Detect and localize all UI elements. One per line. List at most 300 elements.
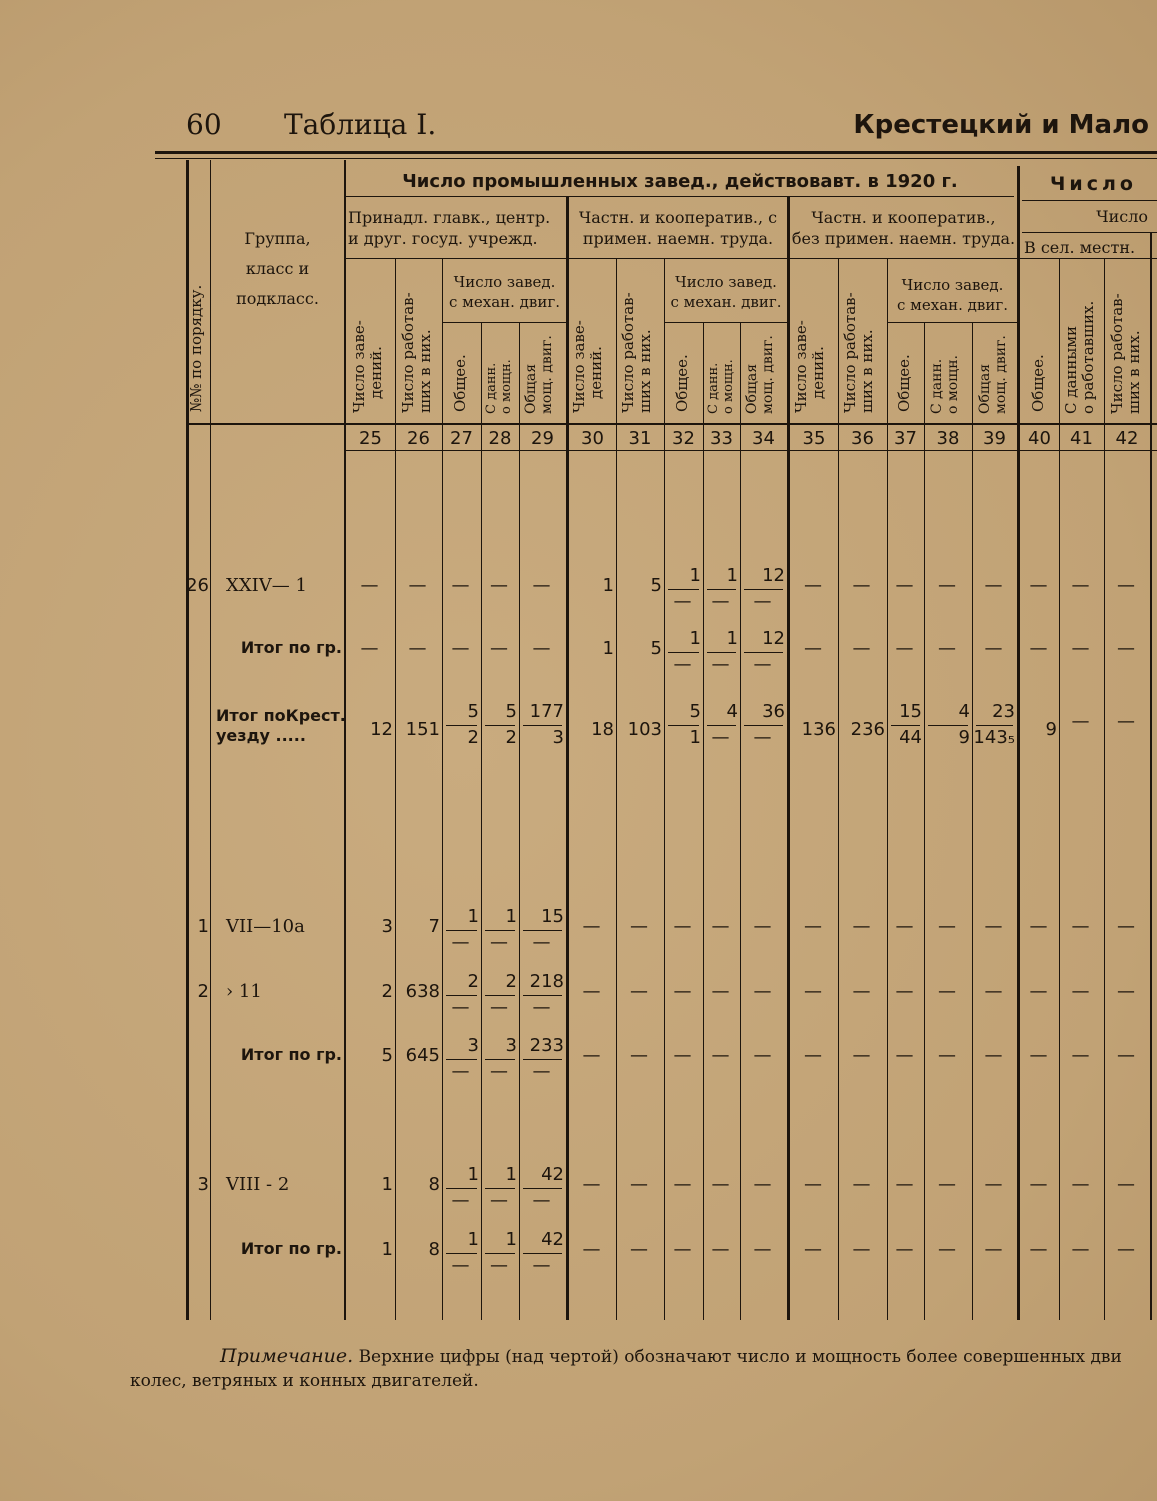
table-cell: 1 (602, 575, 614, 596)
table-cell: 1 (467, 1229, 479, 1250)
table-cell: — (753, 981, 772, 1002)
table-cell: — (984, 575, 1003, 596)
fraction-bar (891, 725, 920, 726)
rot-totpower-b (744, 335, 776, 414)
table-cell: — (938, 638, 956, 659)
table-cell: — (895, 575, 914, 596)
fraction-bar (928, 725, 968, 726)
table-cell: — (582, 1045, 601, 1066)
table-cell: 218 (529, 971, 564, 992)
column-number: 42 (1115, 428, 1139, 449)
group-c-line-1: Частн. и кооператив., (811, 208, 996, 227)
table-cell: — (490, 575, 508, 596)
table-cell: — (895, 1239, 914, 1260)
table-cell-lower: — (673, 654, 692, 675)
group-col-line-3: подкласс. (236, 289, 319, 308)
fraction-bar (446, 995, 477, 996)
table-cell: 645 (405, 1045, 440, 1066)
group-column-heading (211, 226, 344, 312)
column-number: 32 (672, 428, 695, 449)
table-cell-lower: — (490, 1190, 508, 1211)
rule (1104, 258, 1105, 1320)
table-cell-lower: 1 (689, 727, 701, 748)
table-cell: 5 (650, 575, 662, 596)
table-cell: — (451, 638, 470, 659)
row-label: Итог по гр. (240, 1045, 342, 1064)
rot-power-a (484, 359, 514, 414)
table-cell: 3 (381, 916, 393, 937)
rule (395, 258, 396, 1320)
note-label: Примечание. (220, 1345, 354, 1367)
table-cell: 18 (591, 719, 614, 740)
table-title: Таблица I. (284, 108, 437, 141)
fraction-bar (485, 1059, 515, 1060)
table-cell: — (753, 1239, 772, 1260)
column-number: 25 (359, 428, 382, 449)
fraction-bar (485, 725, 515, 726)
table-cell-lower: — (451, 997, 470, 1018)
table-cell: — (1117, 1045, 1135, 1066)
fraction-bar (523, 1059, 562, 1060)
mech-a-line-2: с механ. двиг. (449, 293, 560, 311)
rot-est-b-l2: дений. (587, 346, 605, 399)
table-cell: 1 (689, 565, 701, 586)
table-cell-lower: — (532, 1061, 551, 1082)
rot-total-a: Общее. (451, 354, 469, 412)
rule (838, 258, 839, 1320)
table-cell: 4 (726, 701, 738, 722)
table-cell-lower: — (490, 1061, 508, 1082)
top-rule-thin (155, 158, 1157, 159)
table-cell-lower: — (490, 1255, 508, 1276)
table-cell: — (753, 1174, 772, 1195)
banner-left: Число промышленных завед., действовавт. в 1920 г. (402, 171, 958, 192)
rot-workers-b-l1: Число работав- (619, 292, 637, 413)
table-cell: — (938, 981, 956, 1002)
rule (740, 322, 741, 1320)
table-cell-lower: — (451, 1061, 470, 1082)
table-cell: — (1117, 916, 1135, 937)
table-cell: — (984, 638, 1003, 659)
row-number: 26 (186, 575, 209, 596)
column-number: 38 (936, 428, 960, 449)
table-cell: — (1029, 575, 1048, 596)
table-cell: — (408, 638, 427, 659)
table-cell: 5 (381, 1045, 393, 1066)
table-cell: — (711, 1174, 730, 1195)
table-cell: 42 (541, 1164, 564, 1185)
table-cell-lower: — (711, 591, 730, 612)
table-cell: — (1029, 916, 1048, 937)
fraction-bar (446, 930, 477, 931)
table-cell: 1 (602, 638, 614, 659)
region-title: Крестецкий и Мало (853, 110, 1149, 140)
rot-power-c-l1: С данн. (929, 358, 945, 414)
table-cell: — (1029, 1239, 1048, 1260)
group-a-line-1: Принадл. главк., центр. (348, 208, 551, 227)
table-cell: 9 (1045, 719, 1057, 740)
rule (887, 322, 1017, 323)
table-cell: — (582, 916, 601, 937)
fraction-bar (523, 725, 562, 726)
rot-totpower-c-l1: Общая (977, 363, 993, 414)
fraction-bar (485, 995, 515, 996)
table-cell: 2 (505, 971, 517, 992)
column-number: 37 (894, 428, 917, 449)
table-cell: — (1029, 981, 1048, 1002)
rot-workers-a-l1: Число работав- (399, 292, 417, 413)
note-text-2: колес, ветряных и конных двигателей. (130, 1371, 479, 1391)
table-cell-lower: 143₅ (973, 727, 1015, 748)
table-cell: — (984, 1239, 1003, 1260)
rule (442, 258, 443, 1320)
table-cell: — (673, 1045, 692, 1066)
group-d-heading: Число (1096, 207, 1148, 226)
rot-workers-c-l1: Число работав- (841, 292, 859, 413)
table-cell: — (984, 981, 1003, 1002)
table-cell: — (1071, 981, 1090, 1002)
table-cell: — (1117, 1239, 1135, 1260)
rot-workers-c (842, 292, 876, 413)
rot-workers-b (620, 292, 654, 413)
table-cell: 1 (467, 906, 479, 927)
fraction-bar (668, 652, 699, 653)
table-cell: — (804, 1174, 822, 1195)
rule (1017, 166, 1020, 1320)
table-cell: — (984, 916, 1003, 937)
table-cell-lower: — (753, 654, 772, 675)
table-cell: 1 (505, 906, 517, 927)
fraction-bar (485, 1188, 515, 1189)
fraction-bar (523, 930, 562, 931)
table-cell-lower: — (711, 727, 730, 748)
table-cell: — (938, 1174, 956, 1195)
row-label: XXIV— 1 (226, 575, 307, 596)
column-number: 41 (1070, 428, 1093, 449)
rot-est-c-l2: дений. (809, 346, 827, 399)
rule (924, 322, 925, 1320)
rot-workers-a (400, 292, 434, 413)
table-cell: — (804, 1239, 822, 1260)
rot-workers-d-l2: ших в них. (1125, 330, 1143, 414)
table-cell: 151 (405, 719, 440, 740)
table-cell: — (673, 1174, 692, 1195)
top-rule (155, 151, 1157, 154)
mech-heading-b (665, 272, 787, 312)
table-cell: 4 (958, 701, 970, 722)
table-cell: — (804, 638, 822, 659)
table-cell-lower: — (532, 1255, 551, 1276)
table-cell: 1 (726, 565, 738, 586)
table-cell: — (938, 1045, 956, 1066)
note-text: Верхние цифры (над чертой) обозначают число и мощность более совершенных дви (358, 1347, 1122, 1367)
rot-est-b-l1: Число заве- (570, 320, 588, 413)
row-label: Итог по гр. (240, 638, 342, 657)
row-label-line-2: уезду ..... (216, 726, 306, 745)
banner-right: Число (1050, 173, 1137, 195)
rule (1059, 258, 1060, 1320)
table-cell: — (1117, 981, 1135, 1002)
table-cell: 1 (726, 628, 738, 649)
table-cell: 136 (801, 719, 836, 740)
column-number: 31 (628, 428, 652, 449)
rot-totpower-a-l2: мощ. двиг. (539, 335, 555, 414)
table-cell: — (804, 575, 822, 596)
group-b-heading (569, 207, 787, 249)
table-cell: — (1071, 638, 1090, 659)
column-number: 36 (851, 428, 874, 449)
table-cell: — (804, 981, 822, 1002)
page-number: 60 (186, 108, 222, 141)
column-number: 34 (752, 428, 775, 449)
table-cell: — (1071, 916, 1090, 937)
table-cell-lower: — (532, 997, 551, 1018)
rule (1022, 232, 1157, 233)
mech-heading-c (888, 275, 1017, 315)
rule (210, 160, 211, 1320)
table-cell: — (1117, 575, 1135, 596)
table-cell: — (711, 1045, 730, 1066)
table-cell: 2 (467, 971, 479, 992)
rot-totpower-a-l1: Общая (523, 363, 539, 414)
row-label: › 11 (226, 981, 262, 1002)
rot-totpower-b-l2: мощ. двиг. (760, 335, 776, 414)
table-cell: — (984, 1045, 1003, 1066)
fraction-bar (446, 1059, 477, 1060)
table-cell: — (1071, 1045, 1090, 1066)
rot-workers-b-l2: ших в них. (636, 329, 654, 413)
table-cell: 233 (529, 1035, 564, 1056)
fraction-bar (744, 652, 783, 653)
row-number: 3 (197, 1174, 209, 1195)
table-cell: — (451, 575, 470, 596)
table-cell-lower: — (451, 1190, 470, 1211)
group-a-heading (348, 207, 550, 249)
table-cell: — (1071, 575, 1090, 596)
table-cell: 1 (381, 1239, 393, 1260)
rot-power-b-l1: С данн. (706, 362, 721, 414)
table-cell: — (852, 1239, 871, 1260)
rule (1022, 200, 1157, 201)
mech-c-line-1: Число завед. (901, 276, 1004, 294)
fraction-bar (446, 1253, 477, 1254)
table-cell: — (630, 1045, 648, 1066)
table-cell: — (408, 575, 427, 596)
table-cell: 177 (529, 701, 564, 722)
table-cell: — (582, 1174, 601, 1195)
fraction-bar (446, 725, 477, 726)
column-number: 33 (710, 428, 733, 449)
table-cell: — (1029, 1174, 1048, 1195)
group-b-line-1: Частн. и кооператив., с (578, 208, 778, 227)
fraction-bar (485, 1253, 515, 1254)
table-cell: 5 (689, 701, 701, 722)
table-cell: 1 (505, 1164, 517, 1185)
table-cell: 5 (467, 701, 479, 722)
table-cell-lower: — (451, 1255, 470, 1276)
table-cell: — (630, 1174, 648, 1195)
header-bottom-rule (186, 423, 1157, 425)
table-cell: 12 (370, 719, 393, 740)
table-cell: 7 (428, 916, 440, 937)
table-cell: — (1117, 638, 1135, 659)
column-number: 29 (531, 428, 554, 449)
rot-total-b: Общее. (673, 354, 691, 412)
fraction-bar (707, 725, 736, 726)
group-d-subheading: В сел. местн. (1024, 238, 1136, 257)
table-cell: — (711, 981, 730, 1002)
rot-workers-a-l2: ших в них. (416, 329, 434, 413)
row-label: VII—10a (226, 916, 305, 937)
table-cell: 36 (762, 701, 785, 722)
rule (664, 322, 787, 323)
table-cell: — (673, 981, 692, 1002)
table-cell: — (360, 575, 379, 596)
rule (346, 196, 1014, 197)
table-cell: — (938, 575, 956, 596)
column-number: 39 (983, 428, 1006, 449)
rot-totpower-a (523, 335, 555, 414)
group-c-line-2: без примен. наемн. труда. (791, 229, 1016, 248)
table-cell: — (490, 638, 508, 659)
rule (887, 258, 888, 1320)
table-cell-lower: — (490, 932, 508, 953)
table-cell: — (852, 638, 871, 659)
table-cell: — (1029, 638, 1048, 659)
table-cell: — (673, 1239, 692, 1260)
column-number: 40 (1028, 428, 1051, 449)
rot-workers-d (1109, 293, 1143, 414)
table-cell: — (895, 638, 914, 659)
table-cell-lower: — (532, 932, 551, 953)
table-cell-lower: — (753, 727, 772, 748)
table-cell: — (852, 916, 871, 937)
table-cell: — (711, 916, 730, 937)
table-cell: — (360, 638, 379, 659)
mech-b-line-1: Число завед. (675, 273, 777, 291)
table-cell: — (1071, 1174, 1090, 1195)
fraction-bar (523, 995, 562, 996)
rot-power-b (706, 359, 736, 414)
table-cell: 15 (899, 701, 922, 722)
table-cell: — (1117, 1174, 1135, 1195)
table-cell-lower: 2 (467, 727, 479, 748)
rule (346, 450, 1157, 451)
rot-est-a-l1: Число заве- (350, 320, 368, 413)
group-col-line-2: класс и (245, 259, 310, 278)
column-number: 35 (802, 428, 826, 449)
table-cell: 1 (505, 1229, 517, 1250)
table-cell: — (895, 1174, 914, 1195)
rule (972, 322, 973, 1320)
rot-data-d-l2: о работавших. (1079, 300, 1097, 414)
table-cell: 1 (467, 1164, 479, 1185)
table-cell: — (532, 575, 551, 596)
fraction-bar (668, 589, 699, 590)
row-number: 1 (197, 916, 209, 937)
table-cell: — (1071, 711, 1090, 732)
table-cell: 42 (541, 1229, 564, 1250)
table-cell-lower: 3 (552, 727, 564, 748)
table-cell: — (938, 916, 956, 937)
table-cell: 5 (505, 701, 517, 722)
rot-total-c: Общее. (895, 354, 913, 412)
table-cell: — (630, 916, 648, 937)
group-c-heading (790, 207, 1017, 249)
table-cell: 1 (381, 1174, 393, 1195)
table-cell: — (804, 916, 822, 937)
table-cell: — (1117, 711, 1135, 732)
table-cell: 8 (428, 1174, 440, 1195)
table-cell: — (532, 638, 551, 659)
rot-est-c-l1: Число заве- (792, 320, 810, 413)
col-number-heading: №№ по порядку. (187, 284, 205, 412)
column-number: 26 (407, 428, 430, 449)
table-cell: 103 (627, 719, 662, 740)
table-cell: — (852, 1045, 871, 1066)
table-cell: — (711, 1239, 730, 1260)
table-cell-lower: — (673, 591, 692, 612)
rot-power-a-l2: о мощн. (499, 359, 514, 414)
table-cell: 1 (689, 628, 701, 649)
table-cell-lower: 2 (505, 727, 517, 748)
table-cell: 2 (381, 981, 393, 1002)
table-cell: 12 (762, 628, 785, 649)
table-cell-lower: — (532, 1190, 551, 1211)
column-number: 28 (488, 428, 512, 449)
table-cell: 3 (505, 1035, 517, 1056)
rule (1150, 232, 1152, 1320)
row-label: Итог по гр. (240, 1239, 342, 1258)
table-cell: — (895, 1045, 914, 1066)
table-cell: — (852, 575, 871, 596)
fraction-bar (707, 589, 736, 590)
column-number: 27 (450, 428, 473, 449)
rot-workers-c-l2: ших в них. (858, 329, 876, 413)
rot-est-a-l2: дений. (367, 346, 385, 399)
fraction-bar (523, 1188, 562, 1189)
rot-totpower-c (977, 335, 1009, 414)
mech-c-line-2: с механ. двиг. (897, 296, 1008, 314)
rot-data-d-l1: С данными (1062, 325, 1080, 414)
row-label: VIII - 2 (226, 1174, 290, 1195)
rot-est-c (793, 320, 827, 413)
group-col-line-1: Группа, (244, 229, 311, 248)
table-cell: — (895, 916, 914, 937)
fraction-bar (485, 930, 515, 931)
table-cell-lower: 44 (899, 727, 922, 748)
rule (703, 322, 704, 1320)
fraction-bar (744, 725, 783, 726)
fraction-bar (523, 1253, 562, 1254)
rot-total-d: Общее. (1029, 354, 1047, 412)
rule (346, 258, 1157, 259)
table-cell: 15 (541, 906, 564, 927)
table-cell: 3 (467, 1035, 479, 1056)
table-cell: — (582, 1239, 601, 1260)
table-cell: — (804, 1045, 822, 1066)
footnote (130, 1344, 1150, 1393)
table-cell: — (1071, 1239, 1090, 1260)
rule (442, 322, 566, 323)
table-cell-lower: 9 (958, 727, 970, 748)
table-cell: — (1029, 1045, 1048, 1066)
rot-totpower-b-l1: Общая (744, 363, 760, 414)
table-cell: — (984, 1174, 1003, 1195)
table-cell: 5 (650, 638, 662, 659)
table-cell: — (852, 981, 871, 1002)
table-cell: 12 (762, 565, 785, 586)
